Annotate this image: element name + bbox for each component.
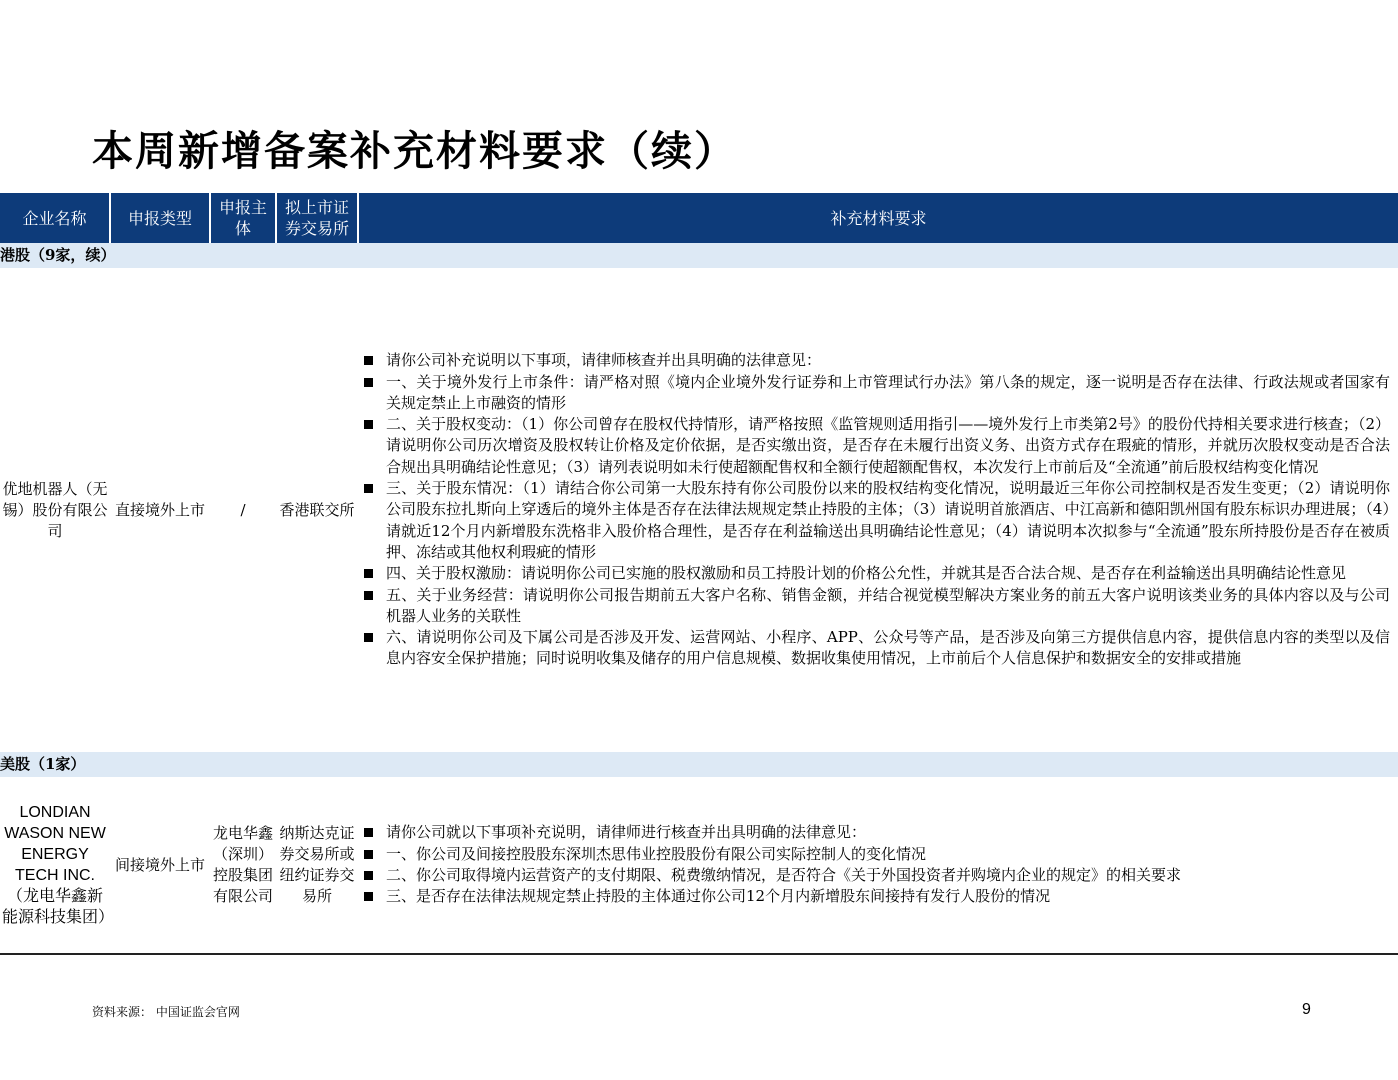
requirements-cell [358, 777, 1398, 954]
requirement-item: 三、关于股东情况：（1）请结合你公司第一大股东持有你公司股份以来的股权结构变化情况，说明最近三年你公司控制权是否发生变更；（2）请说明你公司股东拉扎斯向上穿透后的境外主体是否存在法律法规规定禁止持股的主体；（3）请说明首旅酒店、中江高新和德阳凯州国有股东标识办理进展；（4）请就近12个月内新增股东洗格非入股价格合理性，是否存在利益输送出具明确结论性意见；（4）请说明本次拟参与“全流通”股东所持股份是否存在被质押、冻结或其他权利瑕疵的情形 [362, 478, 1390, 563]
requirement-item: 四、关于股权激励：请说明你公司已实施的股权激励和员工持股计划的价格公允性，并就其是否合法合规、是否存在利益输送出具明确结论性意见 [362, 563, 1390, 584]
company-name: 优地机器人（无锡）股份有限公司 [2, 479, 108, 540]
section-row-us [0, 752, 1398, 777]
supplementary-requirements-table [0, 193, 1398, 955]
header-exchange: 拟上市证券交易所 [276, 193, 358, 243]
header-requirements: 补充材料要求 [358, 193, 1398, 243]
listing-type: 间接境外上市 [110, 777, 210, 954]
listing-exchange: 纳斯达克证券交易所或纽约证券交易所 [276, 777, 358, 954]
company-name: LONDIAN WASON NEW ENERGY TECH INC.（龙电华鑫新能源科技集团） [0, 777, 110, 954]
requirements-list [362, 350, 1390, 669]
section-row-hk [0, 243, 1398, 268]
requirement-item: 请你公司就以下事项补充说明，请律师进行核查并出具明确的法律意见： [362, 822, 1390, 843]
section-label-hk: 港股（9家，续） [0, 243, 1398, 268]
header-entity: 申报主体 [210, 193, 276, 243]
section-label-us: 美股（1家） [0, 752, 1398, 777]
requirement-item: 一、关于境外发行上市条件：请严格对照《境内企业境外发行证券和上市管理试行办法》第八条的规定，逐一说明是否存在法律、行政法规或者国家有关规定禁止上市融资的情形 [362, 372, 1390, 415]
table-row [0, 777, 1398, 954]
source-note: 资料来源： 中国证监会官网 [92, 1005, 240, 1019]
requirements-cell [358, 268, 1398, 752]
requirement-item: 三、是否存在法律法规规定禁止持股的主体通过你公司12个月内新增股东间接持有发行人股份的情况 [362, 886, 1390, 907]
requirement-item: 六、请说明你公司及下属公司是否涉及开发、运营网站、小程序、APP、公众号等产品，是否涉及向第三方提供信息内容，提供信息内容的类型以及信息内容安全保护措施；同时说明收集及储存的用户信息规模、数据收集使用情况，上市前后个人信息保护和数据安全的安排或措施 [362, 627, 1390, 670]
table-row [0, 268, 1398, 752]
page-number: 9 [1302, 1001, 1311, 1018]
table-header-row [0, 193, 1398, 243]
listing-entity: 龙电华鑫（深圳）控股集团有限公司 [210, 777, 276, 954]
requirements-list [362, 822, 1390, 907]
page-title: 本周新增备案补充材料要求（续） [92, 127, 737, 175]
requirement-item: 请你公司补充说明以下事项，请律师核查并出具明确的法律意见： [362, 350, 1390, 371]
requirement-item: 二、关于股权变动：（1）你公司曾存在股权代持情形，请严格按照《监管规则适用指引——境外发行上市类第2号》的股份代持相关要求进行核查；（2）请说明你公司历次增资及股权转让价格及定价依据，是否实缴出资，是否存在未履行出资义务、出资方式存在瑕疵的情形，并就历次股权变动是否合法合规出具明确结论性意见；（3）请列表说明如未行使超额配售权和全额行使超额配售权，本次发行上市前后及“全流通”前后股权结构变化情况 [362, 414, 1390, 478]
header-company: 企业名称 [0, 193, 110, 243]
requirement-item: 五、关于业务经营：请说明你公司报告期前五大客户名称、销售金额，并结合视觉模型解决方案业务的前五大客户说明该类业务的具体内容以及与公司机器人业务的关联性 [362, 585, 1390, 628]
requirement-item: 一、你公司及间接控股股东深圳杰思伟业控股股份有限公司实际控制人的变化情况 [362, 844, 1390, 865]
listing-entity: / [240, 500, 246, 519]
listing-exchange: 香港联交所 [279, 500, 355, 519]
header-type: 申报类型 [110, 193, 210, 243]
listing-type: 直接境外上市 [114, 500, 205, 519]
requirement-item: 二、你公司取得境内运营资产的支付期限、税费缴纳情况，是否符合《关于外国投资者并购境内企业的规定》的相关要求 [362, 865, 1390, 886]
